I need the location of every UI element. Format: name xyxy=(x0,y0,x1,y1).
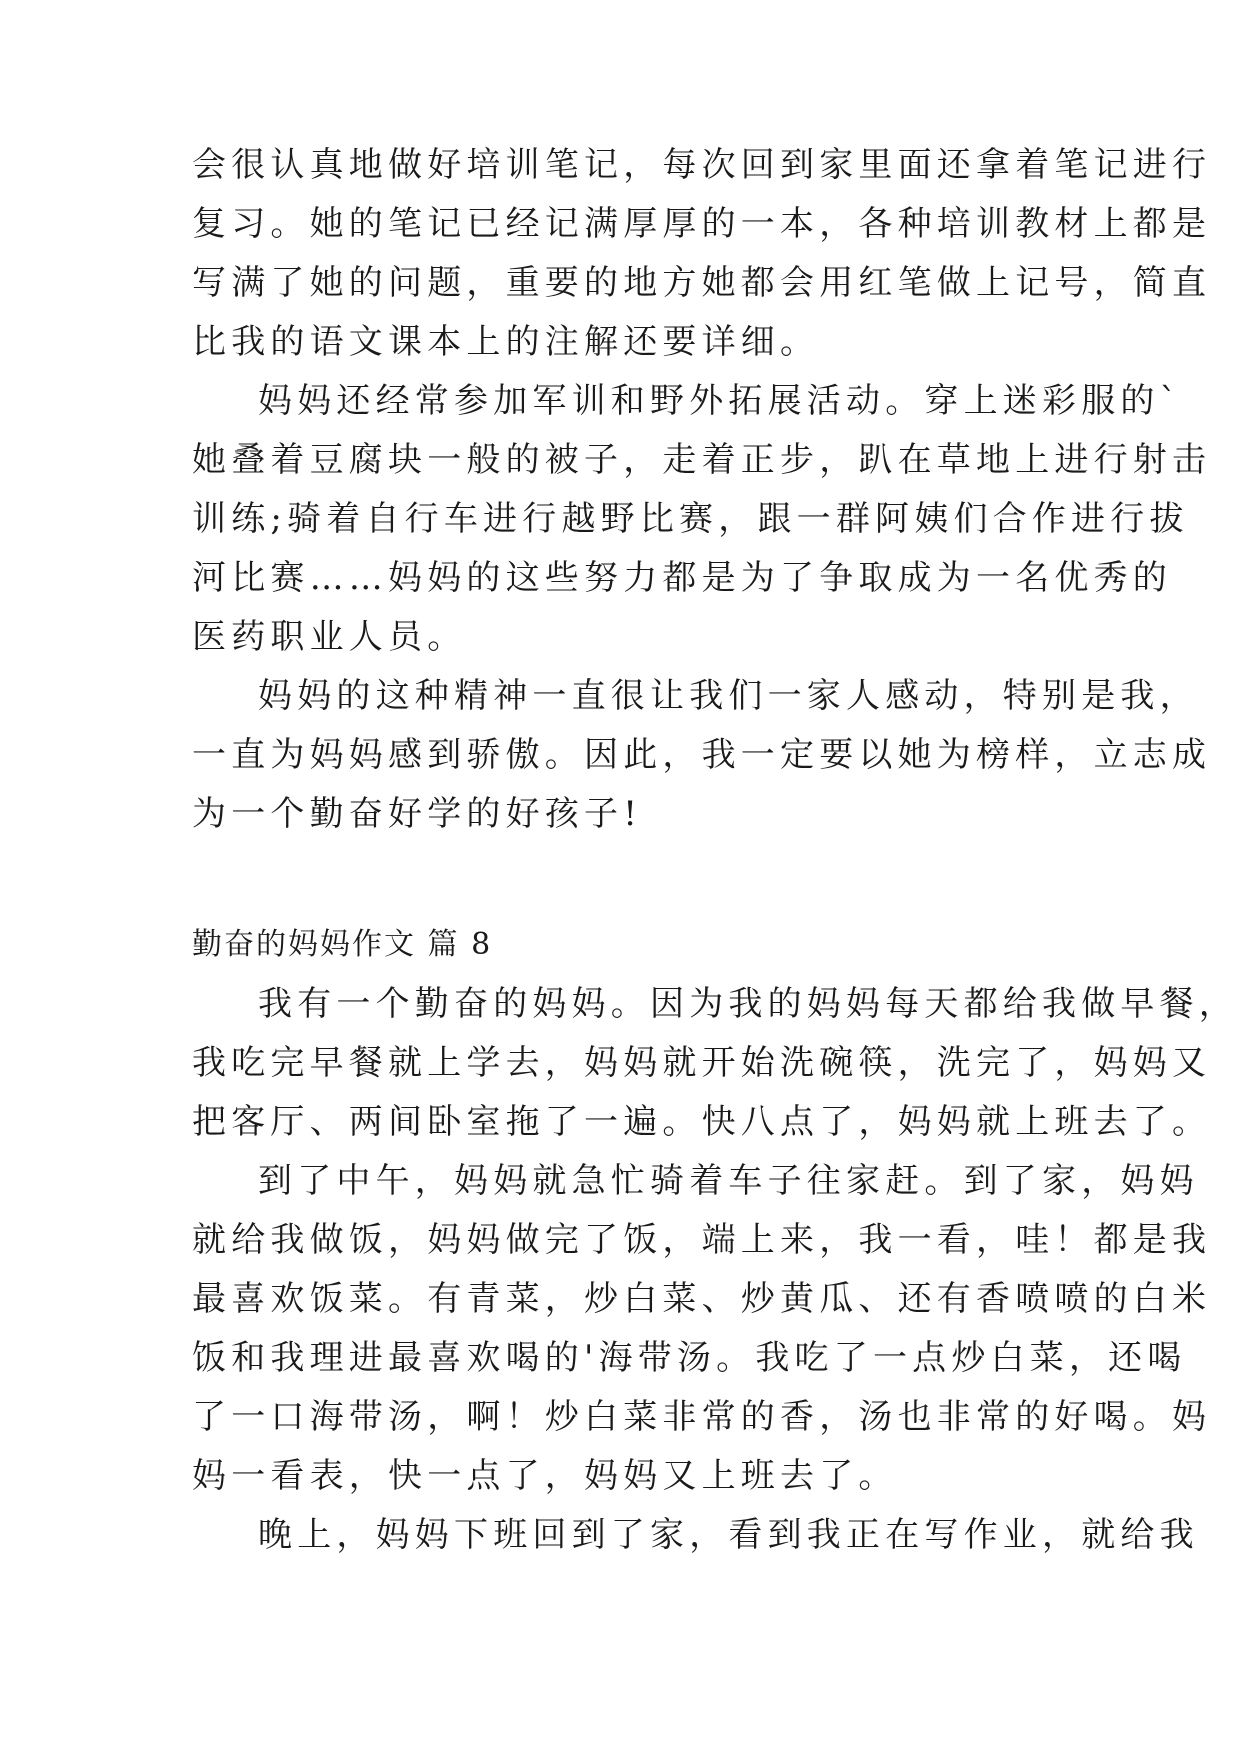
paragraph-1-line-4: 比我的语文课本上的注解还要详细。 xyxy=(192,322,820,362)
paragraph-3-line-1: 妈妈的这种精神一直很让我们一家人感动，特别是我， xyxy=(258,676,1199,716)
paragraph-2-line-1: 妈妈还经常参加军训和野外拓展活动。穿上迷彩服的` xyxy=(258,381,1182,421)
section-paragraph-2-line-1: 到了中午，妈妈就急忙骑着车子往家赶。到了家，妈妈 xyxy=(258,1161,1199,1201)
section-paragraph-1-line-3: 把客厅、两间卧室拖了一遍。快八点了，妈妈就上班去了。 xyxy=(192,1102,1212,1142)
paragraph-1-line-1: 会很认真地做好培训笔记，每次回到家里面还拿着笔记进行 xyxy=(192,145,1212,185)
paragraph-1-line-3: 写满了她的问题，重要的地方她都会用红笔做上记号，简直 xyxy=(192,263,1212,303)
paragraph-2-line-5: 医药职业人员。 xyxy=(192,617,467,657)
paragraph-2-line-4: 河比赛……妈妈的这些努力都是为了争取成为一名优秀的 xyxy=(192,558,1172,598)
section-paragraph-1-line-2: 我吃完早餐就上学去，妈妈就开始洗碗筷，洗完了，妈妈又 xyxy=(192,1043,1212,1083)
section-paragraph-2-line-4: 饭和我理进最喜欢喝的'海带汤。我吃了一点炒白菜，还喝 xyxy=(192,1338,1187,1378)
section-paragraph-2-line-2: 就给我做饭，妈妈做完了饭，端上来，我一看，哇！都是我 xyxy=(192,1220,1212,1260)
section-paragraph-2-line-3: 最喜欢饭菜。有青菜，炒白菜、炒黄瓜、还有香喷喷的白米 xyxy=(192,1279,1212,1319)
section-paragraph-3-line-1: 晚上，妈妈下班回到了家，看到我正在写作业，就给我 xyxy=(258,1515,1199,1555)
section-heading: 勤奋的妈妈作文 篇 8 xyxy=(192,927,493,962)
section-paragraph-2-line-5: 了一口海带汤，啊！炒白菜非常的香，汤也非常的好喝。妈 xyxy=(192,1397,1212,1437)
paragraph-3-line-3: 为一个勤奋好学的好孩子! xyxy=(192,794,643,834)
paragraph-2-line-3: 训练;骑着自行车进行越野比赛，跟一群阿姨们合作进行拔 xyxy=(192,499,1189,539)
paragraph-3-line-2: 一直为妈妈感到骄傲。因此，我一定要以她为榜样，立志成 xyxy=(192,735,1212,775)
section-paragraph-1-line-1: 我有一个勤奋的妈妈。因为我的妈妈每天都给我做早餐， xyxy=(258,984,1238,1024)
section-paragraph-2-line-6: 妈一看表，快一点了，妈妈又上班去了。 xyxy=(192,1456,898,1496)
paragraph-2-line-2: 她叠着豆腐块一般的被子，走着正步，趴在草地上进行射击 xyxy=(192,440,1212,480)
paragraph-1-line-2: 复习。她的笔记已经记满厚厚的一本，各种培训教材上都是 xyxy=(192,204,1212,244)
